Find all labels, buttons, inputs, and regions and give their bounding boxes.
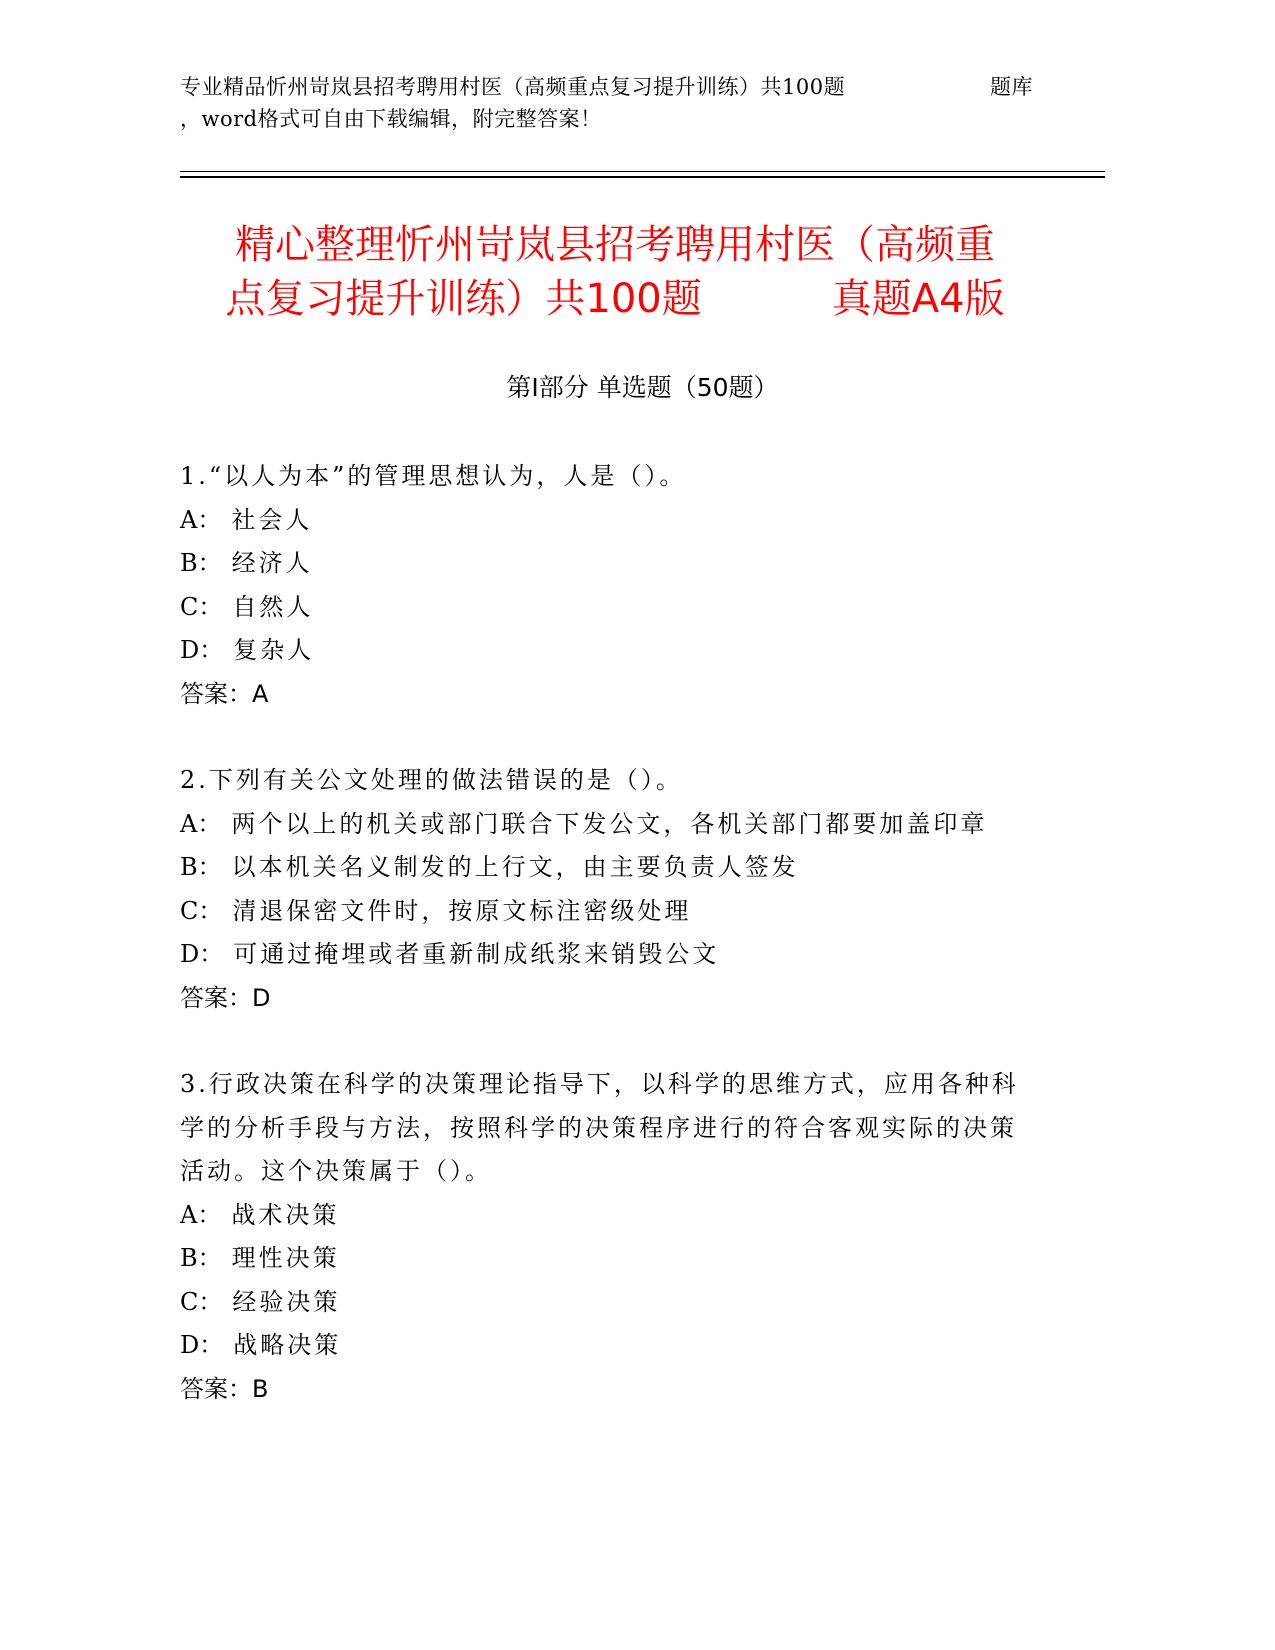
header-line-2: ，word格式可自由下载编辑，附完整答案！: [180, 107, 602, 131]
option-text: 清退保密文件时，按原文标注密级处理: [232, 896, 692, 925]
header-text: 专业精品忻州岢岚县招考聘用村医（高频重点复习提升训练）共100题: [180, 75, 846, 99]
option-d: [180, 933, 1040, 977]
option-d: [180, 629, 1040, 673]
option-a: [180, 803, 1040, 847]
option-d: [180, 1324, 1040, 1368]
page-header: [180, 70, 1105, 134]
option-letter: B：: [180, 1244, 222, 1272]
option-letter: B：: [180, 853, 222, 881]
option-b: [180, 542, 1040, 586]
option-letter: D：: [180, 1331, 224, 1359]
option-c: [180, 890, 1040, 934]
option-a: [180, 1194, 1040, 1238]
option-text: 战略决策: [233, 1331, 342, 1359]
option-letter: D：: [180, 940, 224, 968]
answer: 答案：D: [180, 983, 271, 1012]
question-text: 1.“以人为本”的管理思想认为，人是（）。: [180, 462, 687, 490]
option-text: 社会人: [231, 505, 313, 534]
option-letter: A：: [180, 809, 222, 838]
option-text: 经验决策: [232, 1287, 341, 1316]
option-letter: B：: [180, 549, 222, 577]
option-a: [180, 499, 1040, 543]
option-text: 复杂人: [233, 636, 315, 664]
option-letter: A：: [180, 505, 222, 534]
option-letter: C：: [180, 896, 223, 925]
question-text: 3.行政决策在科学的决策理论指导下，以科学的思维方式，应用各种科学的分析手段与方法，按照科学的决策程序进行的符合客观实际的决策活动。这个决策属于（）。: [180, 1070, 1019, 1185]
question-1: [180, 455, 1040, 716]
option-c: [180, 586, 1040, 630]
option-text: 可通过掩埋或者重新制成纸浆来销毁公文: [233, 940, 720, 968]
option-text: 以本机关名义制发的上行文，由主要负责人签发: [231, 853, 799, 881]
title-line-2: [180, 272, 1050, 326]
option-letter: D：: [180, 636, 224, 664]
question-list: [180, 455, 1040, 1454]
header-divider-thick: [180, 176, 1105, 178]
option-text: 经济人: [231, 549, 313, 577]
option-text: 理性决策: [231, 1244, 340, 1272]
option-letter: C：: [180, 592, 223, 621]
title-line-1: 精心整理忻州岢岚县招考聘用村医（高频重: [235, 222, 995, 268]
option-text: 战术决策: [231, 1200, 340, 1229]
option-text: 自然人: [232, 592, 314, 621]
title-line-2-main: 点复习提升训练）共100题: [225, 276, 702, 322]
header-tag: 题库: [990, 75, 1033, 99]
option-c: [180, 1281, 1040, 1325]
option-letter: C：: [180, 1287, 223, 1316]
answer: 答案：B: [180, 1374, 269, 1403]
document-title: [180, 218, 1050, 326]
question-3: [180, 1063, 1040, 1411]
option-b: [180, 846, 1040, 890]
title-line-2-tail: 真题A4版: [831, 276, 1005, 322]
header-divider-thin: [180, 171, 1105, 172]
section-title: 第Ⅰ部分 单选题（50题）: [506, 373, 779, 402]
answer: 答案：A: [180, 679, 269, 708]
option-letter: A：: [180, 1200, 222, 1229]
option-b: [180, 1237, 1040, 1281]
header-line-1: [180, 70, 1105, 104]
question-text: 2.下列有关公文处理的做法错误的是（）。: [180, 766, 683, 794]
question-2: [180, 759, 1040, 1020]
option-text: 两个以上的机关或部门联合下发公文，各机关部门都要加盖印章: [231, 809, 988, 838]
